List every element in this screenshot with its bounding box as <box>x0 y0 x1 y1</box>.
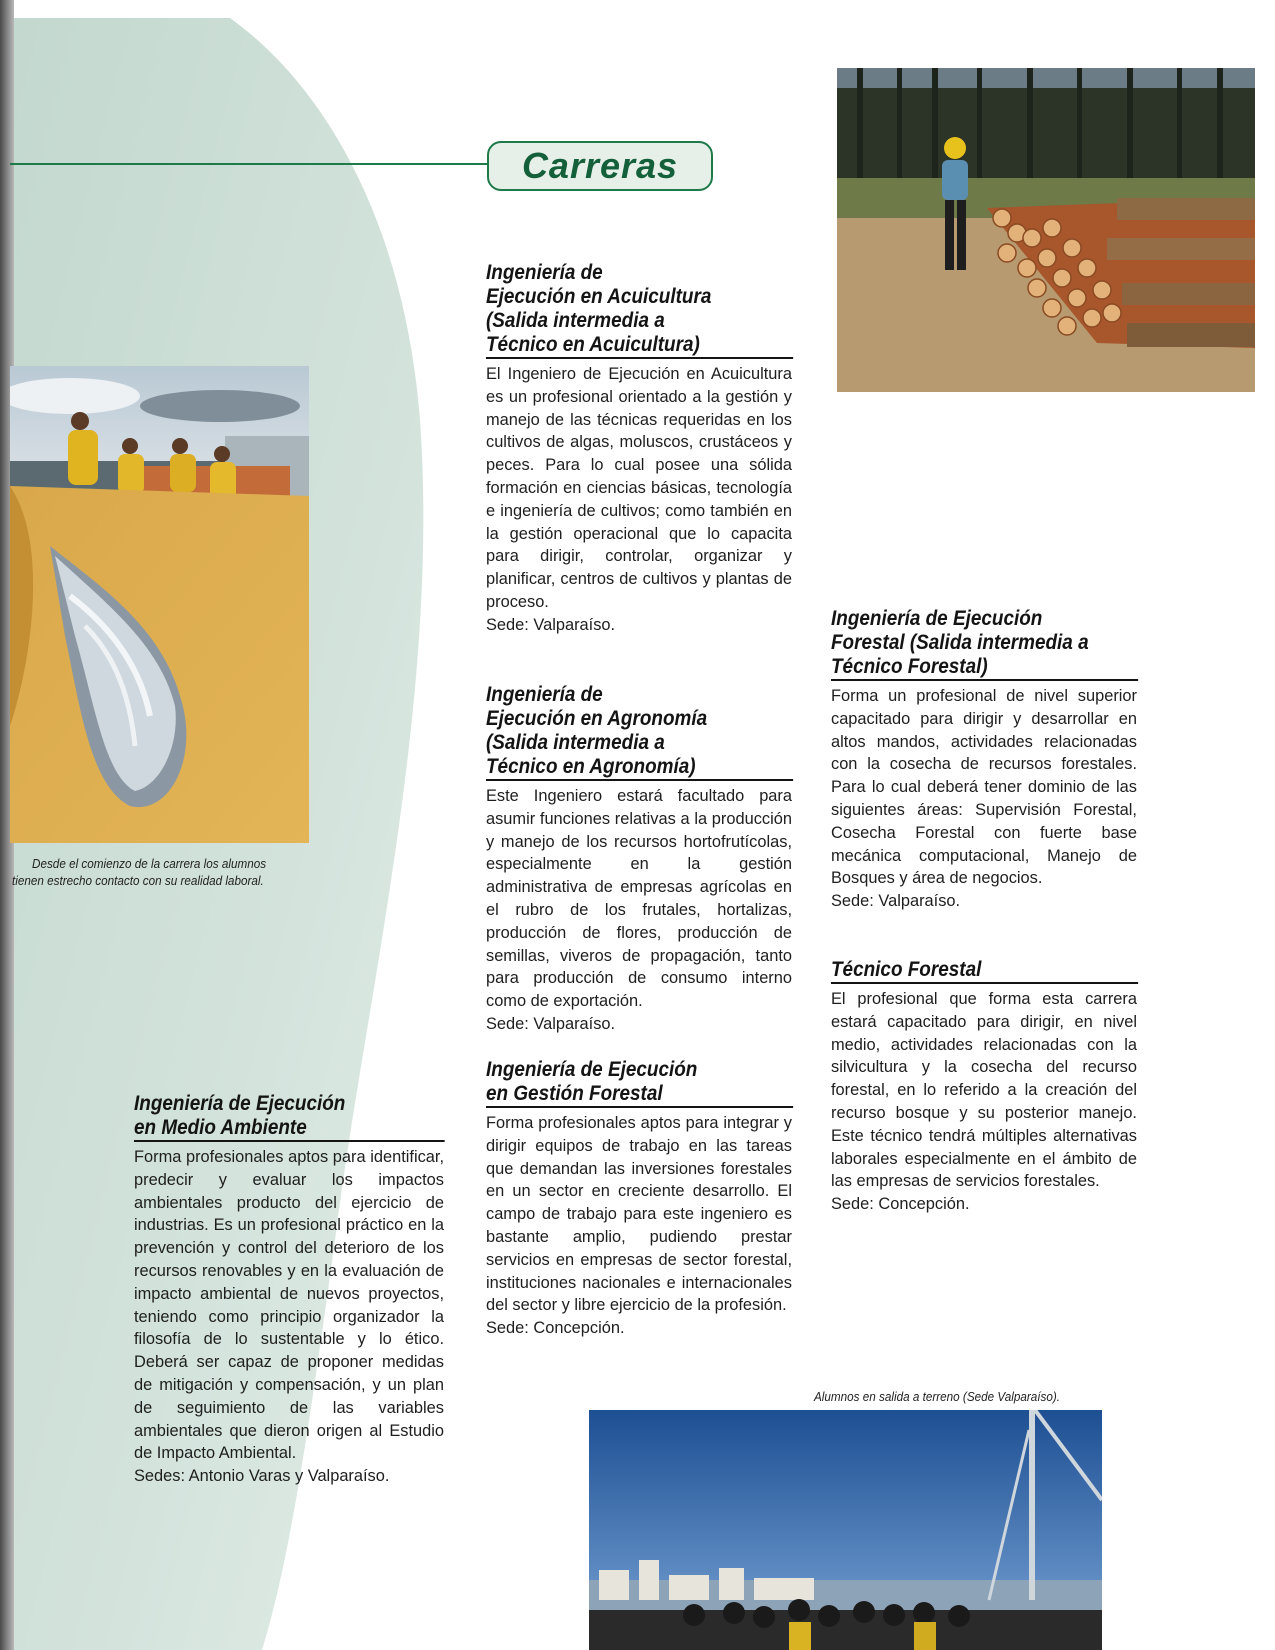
section-sede: Sede: Concepción. <box>486 1319 625 1338</box>
section-sede: Sede: Concepción. <box>831 1195 970 1214</box>
section-body: Forma profesionales aptos para integrar y dirigir equipos de trabajo en las tareas que demandan las inversiones forestales en un sector en creciente desarrollo. El campo de trabajo para este ingeniero es bastante amplio, pudiendo prestar servicios en empresas de sector forestal, instituciones nacionales e internacionales del sector y libre ejercicio de la profesión. <box>486 1114 792 1315</box>
section-body: El profesional que forma esta carrera estará capacitado para dirigir, en nivel medio, actividades relacionadas con la silvicultura y la cosecha del recurso forestal, en lo referido a la creación del recurso bosque y su posterior manejo. Este técnico tendrá múltiples alternativas laborales especialmente en el ámbito de las empresas de servicios forestales. <box>831 990 1137 1191</box>
section-title: Ingeniería de Ejecución en Acuicultura (Salida intermedia a Técnico en Acuicultura) <box>486 260 793 359</box>
students-photo <box>589 1410 1102 1650</box>
section-title: Ingeniería de Ejecución en Medio Ambiente <box>134 1091 445 1142</box>
forestry-logs-image <box>837 68 1255 392</box>
section-body: Forma profesionales aptos para identificar, predecir y evaluar los impactos ambientales producto del ejercicio de industrias. Es un profesional práctico en la prevención y control del deterioro de los recursos renovables y en la evaluación de impacto ambiental de nuevos proyectos, teniendo como principio organizador la filosofía de lo sustentable y lo ético. Deberá ser capaz de proponer medidas de mitigación y compensación, y un plan de seguimiento de las variables ambientales que dieron origen al Estudio de Impacto Ambiental. <box>134 1148 444 1463</box>
section-sede: Sedes: Antonio Varas y Valparaíso. <box>134 1467 390 1486</box>
section-sede: Sede: Valparaíso. <box>831 892 961 911</box>
section-body: Este Ingeniero estará facultado para asumir funciones relativas a la producción y manejo de los recursos hortofrutícolas, especialmente en la gestión administrativa de empresas agrícolas en el rubro de los frutales, hortalizas, producción de flores, producción de semillas, viveros de propagación, tanto para producción de consumo interno como de exportación. <box>486 787 792 1011</box>
section-title: Ingeniería de Ejecución en Agronomía (Salida intermedia a Técnico en Agronomía) <box>486 682 793 781</box>
section-forestal <box>831 606 1137 913</box>
fish-photo-caption-line1: Desde el comienzo de la carrera los alumnos <box>32 856 267 871</box>
section-body: El Ingeniero de Ejecución en Acuicultura es un profesional orientado a la gestión y manejo de las técnicas requeridas en los cultivos de algas, moluscos, crustáceos y peces. Para lo cual posee una sólida formación en ciencias básicas, tecnología e ingeniería de cultivos; como también en la gestión operacional que lo capacita para dirigir, controlar, organizar y planificar, centros de cultivos y plantas de proceso. <box>486 365 792 611</box>
students-photo-caption: Alumnos en salida a terreno (Sede Valparaíso). <box>814 1389 1061 1404</box>
section-tecnico-forestal <box>831 957 1137 1216</box>
section-medio-ambiente <box>134 1091 444 1488</box>
section-title: Técnico Forestal <box>831 957 1138 984</box>
section-sede: Sede: Valparaíso. <box>486 1014 616 1033</box>
section-title: Ingeniería de Ejecución Forestal (Salida intermedia a Técnico Forestal) <box>831 606 1138 681</box>
header-rule <box>10 163 488 165</box>
forestry-photo <box>837 68 1255 392</box>
section-sede: Sede: Valparaíso. <box>486 615 616 634</box>
fish-harvest-image <box>10 366 309 843</box>
section-title: Ingeniería de Ejecución en Gestión Forestal <box>486 1057 793 1108</box>
section-body: Forma un profesional de nivel superior capacitado para dirigir y desarrollar en altos mandos, actividades relacionadas con la cosecha de recursos forestales. Para lo cual deberá tener dominio de las siguientes áreas: Supervisión Forestal, Cosecha Forestal con fuerte base mecánica computacional, Manejo de Bosques y área de negocios. <box>831 687 1137 888</box>
page-title: Carreras <box>487 141 713 191</box>
section-acuicultura <box>486 260 792 637</box>
students-field-trip-image <box>589 1410 1102 1650</box>
section-gestion-forestal <box>486 1057 792 1340</box>
fish-photo-caption-line2: tienen estrecho contacto con su realidad laboral. <box>12 873 264 888</box>
section-agronomia <box>486 682 792 1036</box>
fish-harvest-photo <box>10 366 309 843</box>
